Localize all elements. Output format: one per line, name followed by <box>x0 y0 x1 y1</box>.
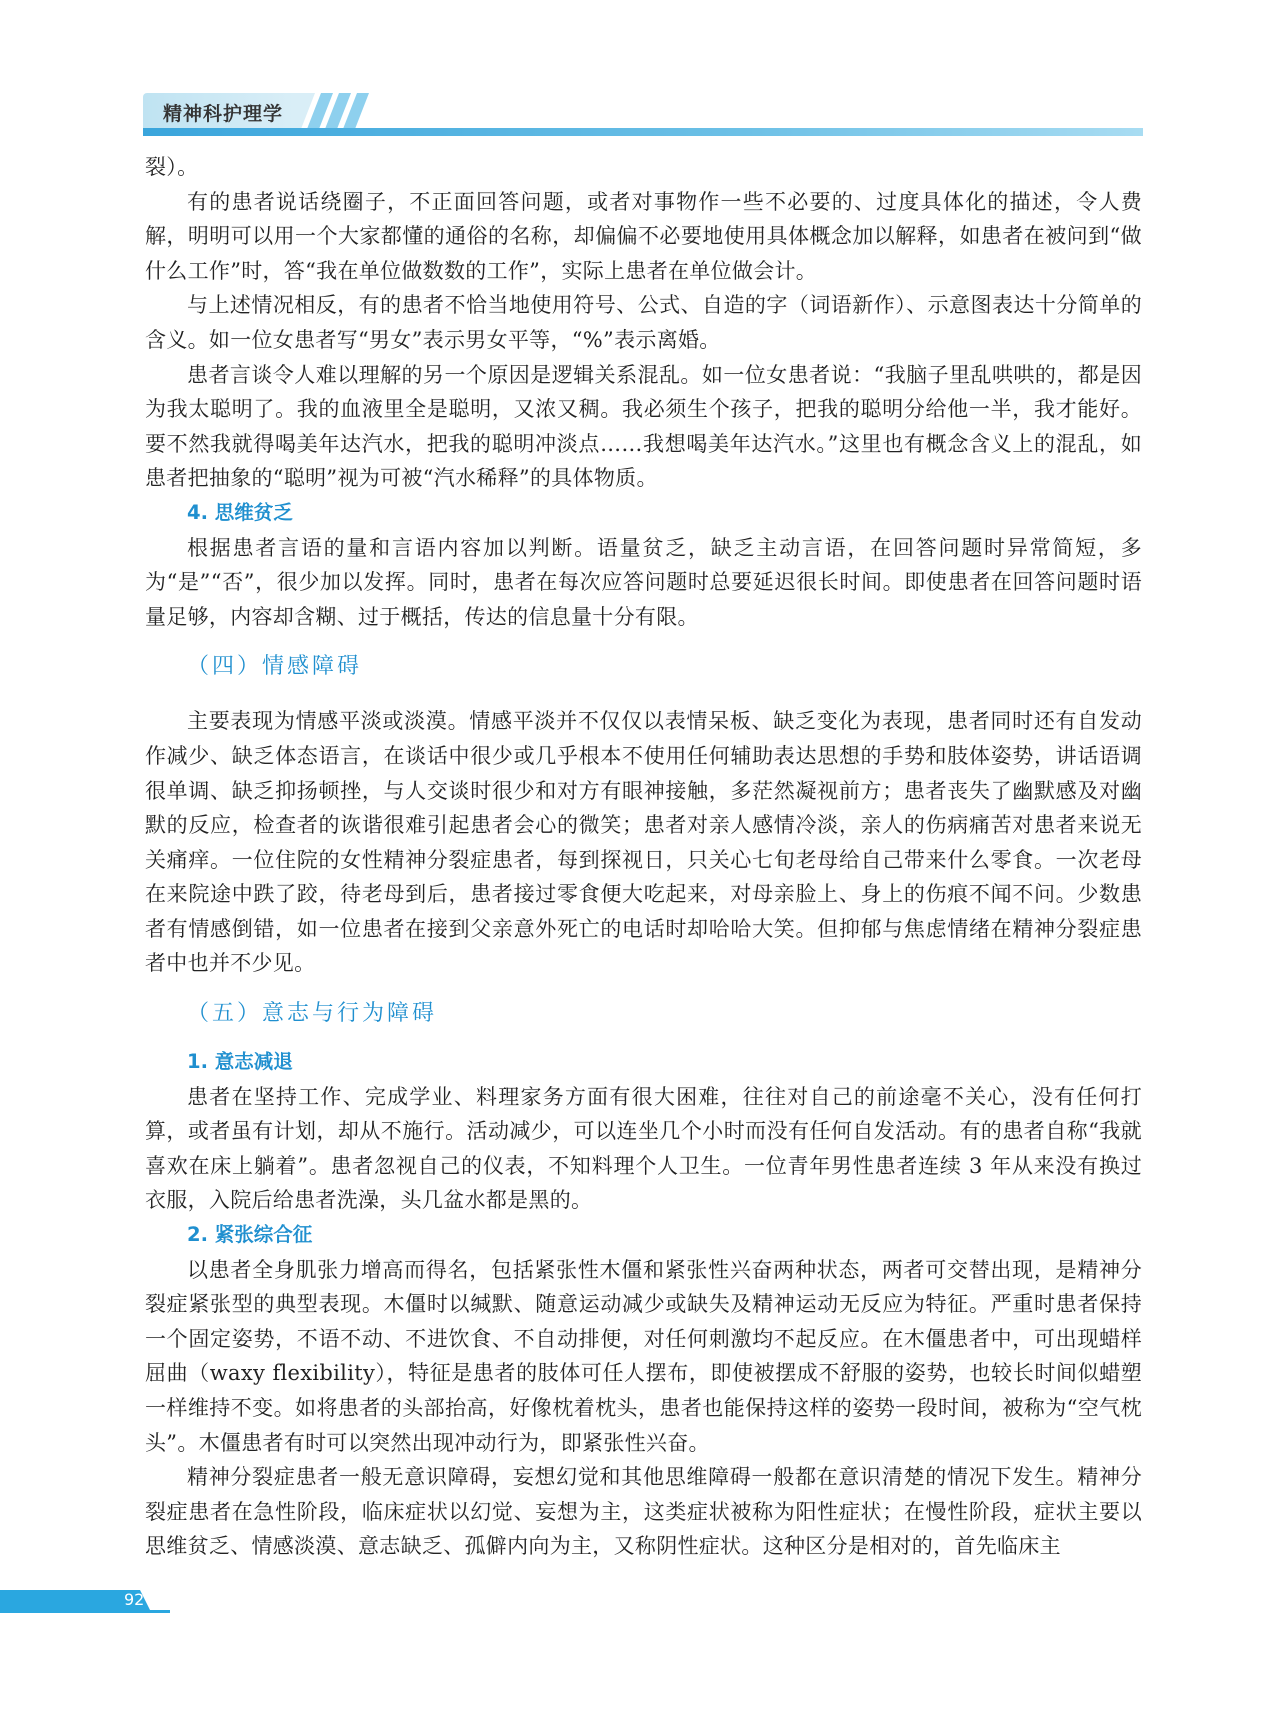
subheading-avolition: 1. 意志减退 <box>187 1050 293 1074</box>
page-footer <box>0 1590 170 1614</box>
subheading-poverty-of-thought: 4. 思维贫乏 <box>187 500 293 524</box>
paragraph: 患者言谈令人难以理解的另一个原因是逻辑关系混乱。如一位女患者说：“我脑子里乱哄哄的，都是因为我太聪明了。我的血液里全是聪明，又浓又稠。我必须生个孩子，把我的聪明分给他一半，我才能好。要不然我就得喝美年达汽水，把我的聪明冲淡点……我想喝美年达汽水。”这里也有概念含义上的混乱，如患者把抽象的“聪明”视为可被“汽水稀释”的具体物质。 <box>145 362 1142 491</box>
paragraph: 以患者全身肌张力增高而得名，包括紧张性木僵和紧张性兴奋两种状态，两者可交替出现，是精神分裂症紧张型的典型表现。木僵时以缄默、随意运动减少或缺失及精神运动无反应为特征。严重时患者保持一个固定姿势，不语不动、不进饮食、不自动排便，对任何刺激均不起反应。在木僵患者中，可出现蜡样屈曲（waxy flexibility），特征是患者的肢体可任人摆布，即使被摆成不舒服的姿势，也较长时间似蜡塑一样维持不变。如将患者的头部抬高，好像枕着枕头，患者也能保持这样的姿势一段时间，被称为“空气枕头”。木僵患者有时可以突然出现冲动行为，即紧张性兴奋。 <box>145 1257 1142 1455</box>
paragraph: 有的患者说话绕圈子，不正面回答问题，或者对事物作一些不必要的、过度具体化的描述，令人费解，明明可以用一个大家都懂的通俗的名称，却偏偏不必要地使用具体概念加以解释，如患者在被问到“做什么工作”时，答“我在单位做数数的工作”，实际上患者在单位做会计。 <box>145 189 1142 283</box>
book-title: 精神科护理学 <box>163 103 284 125</box>
paragraph: 主要表现为情感平淡或淡漠。情感平淡并不仅仅以表情呆板、缺乏变化为表现，患者同时还有自发动作减少、缺乏体态语言，在谈话中很少或几乎根本不使用任何辅助表达思想的手势和肢体姿势，讲话语调很单调、缺乏抑扬顿挫，与人交谈时很少和对方有眼神接触，多茫然凝视前方；患者丧失了幽默感及对幽默的反应，检查者的诙谐很难引起患者会心的微笑；患者对亲人感情冷淡，亲人的伤病痛苦对患者来说无关痛痒。一位住院的女性精神分裂症患者，每到探视日，只关心七旬老母给自己带来什么零食。一次老母在来院途中跌了跤，待老母到后，患者接过零食便大吃起来，对母亲脸上、身上的伤痕不闻不问。少数患者有情感倒错，如一位患者在接到父亲意外死亡的电话时却哈哈大笑。但抑郁与焦虑情绪在精神分裂症患者中也并不少见。 <box>145 709 1142 976</box>
paragraph: 根据患者言语的量和言语内容加以判断。语量贫乏，缺乏主动言语，在回答问题时异常简短，多为“是”“否”，很少加以发挥。同时，患者在每次应答问题时总要延迟很长时间。即使患者在回答问题时语量足够，内容却含糊、过于概括，传达的信息量十分有限。 <box>145 535 1142 629</box>
header-rule <box>143 128 1143 136</box>
header-stripes-decoration <box>293 93 493 129</box>
paragraph: 与上述情况相反，有的患者不恰当地使用符号、公式、自造的字（词语新作）、示意图表达十分简单的含义。如一位女患者写“男女”表示男女平等，“%”表示离婚。 <box>145 293 1142 352</box>
footer-rule <box>0 1610 170 1613</box>
subheading-catatonic-syndrome: 2. 紧张综合征 <box>187 1223 313 1247</box>
paragraph: 精神分裂症患者一般无意识障碍，妄想幻觉和其他思维障碍一般都在意识清楚的情况下发生。精神分裂症患者在急性阶段，临床症状以幻觉、妄想为主，这类症状被称为阳性症状；在慢性阶段，症状主要以思维贫乏、情感淡漠、意志缺乏、孤僻内向为主，又称阴性症状。这种区分是相对的，首先临床主 <box>145 1465 1142 1559</box>
section-heading-affective-disorder: （四）情感障碍 <box>187 654 363 680</box>
paragraph: 裂）。 <box>145 155 199 179</box>
paragraph: 患者在坚持工作、完成学业、料理家务方面有很大困难，往往对自己的前途毫不关心，没有任何打算，或者虽有计划，却从不施行。活动减少，可以连坐几个小时而没有任何自发活动。有的患者自称“我就喜欢在床上躺着”。患者忽视自己的仪表，不知料理个人卫生。一位青年男性患者连续 3 年从来没有换过衣服，入院后给患者洗澡，头几盆水都是黑的。 <box>145 1084 1142 1213</box>
page-number: 92 <box>124 1590 145 1609</box>
section-heading-volition-behavior: （五）意志与行为障碍 <box>187 1001 438 1027</box>
page-body <box>145 150 1142 1564</box>
running-header <box>143 93 1143 129</box>
